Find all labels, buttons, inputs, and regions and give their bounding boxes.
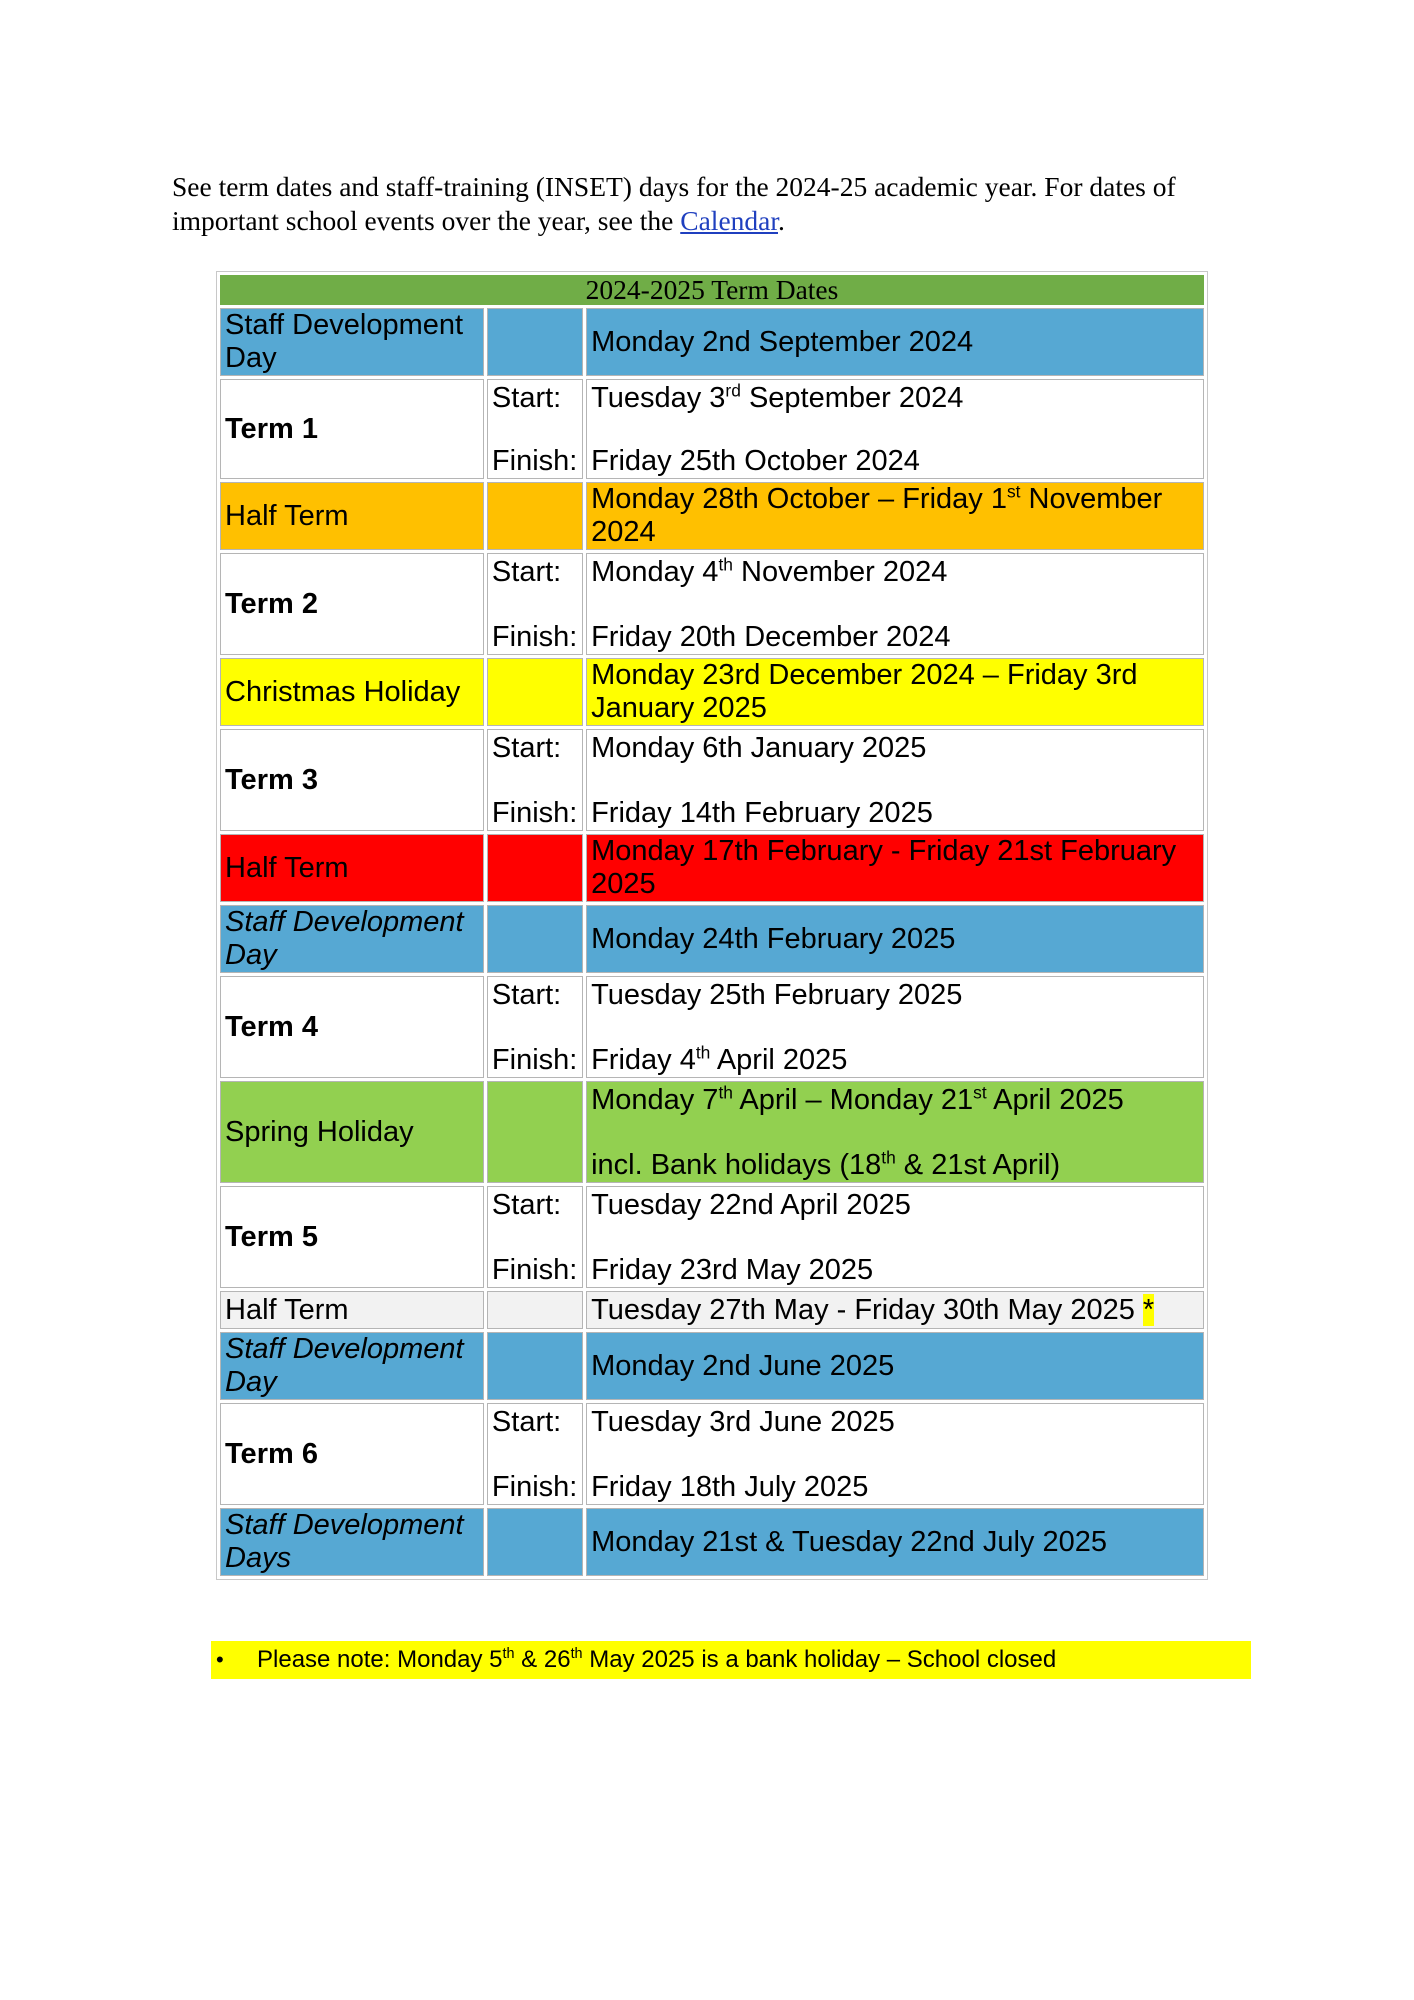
table-row — [220, 834, 1204, 902]
finish-label: Finish: — [491, 797, 578, 829]
calendar-link[interactable]: Calendar — [680, 205, 778, 236]
finish-date: Friday 4th April 2025 — [591, 1042, 848, 1076]
row-dates — [586, 379, 1204, 479]
row-date: Monday 23rd December 2024 – Friday 3rd January 2025 — [586, 658, 1204, 726]
start-finish-labels — [487, 379, 583, 479]
finish-date: Friday 23rd May 2025 — [591, 1254, 874, 1286]
table-row — [220, 729, 1204, 831]
empty-cell — [487, 1081, 583, 1183]
start-label: Start: — [491, 732, 562, 764]
row-date: Monday 17th February - Friday 21st February 2025 — [586, 834, 1204, 902]
bullet-icon: • — [216, 1647, 224, 1672]
start-label: Start: — [491, 1406, 562, 1438]
table-row — [220, 1332, 1204, 1400]
intro-text: See term dates and staff-training (INSET) days for the 2024-25 academic year. For dates of important school events over the year, see the — [172, 171, 1176, 236]
row-label: Christmas Holiday — [220, 658, 484, 726]
note-text: Please note: Monday 5th & 26th May 2025 is a bank holiday – School closed — [257, 1646, 1057, 1673]
table-row — [220, 1291, 1204, 1329]
empty-cell — [487, 1332, 583, 1400]
finish-label: Finish: — [491, 621, 578, 653]
row-label: Staff Development Day — [220, 905, 484, 973]
start-date: Monday 6th January 2025 — [591, 732, 927, 764]
start-finish-labels — [487, 1186, 583, 1288]
start-label: Start: — [491, 979, 562, 1011]
intro-paragraph — [172, 170, 1252, 238]
start-label: Start: — [491, 1189, 562, 1221]
row-label: Term 2 — [220, 553, 484, 655]
row-date: Tuesday 27th May - Friday 30th May 2025 * — [586, 1291, 1204, 1329]
row-date: Monday 2nd June 2025 — [586, 1332, 1204, 1400]
row-label: Term 3 — [220, 729, 484, 831]
start-finish-labels — [487, 976, 583, 1078]
row-label: Term 6 — [220, 1403, 484, 1505]
finish-date: Friday 18th July 2025 — [591, 1471, 869, 1503]
row-date: Monday 28th October – Friday 1st November 2024 — [586, 482, 1204, 550]
row-label: Term 1 — [220, 379, 484, 479]
empty-cell — [487, 482, 583, 550]
row-label: Term 5 — [220, 1186, 484, 1288]
row-date: Monday 24th February 2025 — [586, 905, 1204, 973]
finish-date: Friday 20th December 2024 — [591, 621, 951, 653]
row-label: Half Term — [220, 1291, 484, 1329]
table-row — [220, 553, 1204, 655]
row-label: Staff Development Day — [220, 1332, 484, 1400]
finish-label: Finish: — [491, 1044, 578, 1076]
table-row — [220, 1508, 1204, 1576]
spring-dates: Monday 7th April – Monday 21st April 2025 — [591, 1082, 1124, 1116]
row-date: Monday 2nd September 2024 — [586, 308, 1204, 376]
table-row — [220, 1403, 1204, 1505]
row-label: Term 4 — [220, 976, 484, 1078]
row-label: Half Term — [220, 834, 484, 902]
table-row — [220, 308, 1204, 376]
row-dates — [586, 1081, 1204, 1183]
table-row — [220, 658, 1204, 726]
intro-end: . — [778, 205, 785, 236]
finish-label: Finish: — [491, 1471, 578, 1503]
finish-date: Friday 14th February 2025 — [591, 797, 933, 829]
row-label: Staff Development Days — [220, 1508, 484, 1576]
start-finish-labels — [487, 1403, 583, 1505]
finish-label: Finish: — [491, 1254, 578, 1286]
bank-holiday-note — [211, 1641, 1251, 1679]
table-row — [220, 379, 1204, 479]
row-label: Staff Development Day — [220, 308, 484, 376]
row-dates — [586, 729, 1204, 831]
asterisk-mark: * — [1142, 1293, 1155, 1326]
table-row — [220, 905, 1204, 973]
empty-cell — [487, 308, 583, 376]
empty-cell — [487, 905, 583, 973]
table-row — [220, 1186, 1204, 1288]
table-row — [220, 976, 1204, 1078]
row-dates — [586, 976, 1204, 1078]
row-dates — [586, 553, 1204, 655]
term-dates-table — [217, 272, 1207, 1579]
finish-date: Friday 25th October 2024 — [591, 445, 920, 477]
row-date: Monday 21st & Tuesday 22nd July 2025 — [586, 1508, 1204, 1576]
start-finish-labels — [487, 553, 583, 655]
start-date: Monday 4th November 2024 — [591, 554, 948, 588]
spring-bank-holidays: incl. Bank holidays (18th & 21st April) — [591, 1147, 1061, 1181]
start-date: Tuesday 22nd April 2025 — [591, 1189, 911, 1221]
empty-cell — [487, 658, 583, 726]
table-title: 2024-2025 Term Dates — [220, 275, 1204, 305]
start-date: Tuesday 3rd June 2025 — [591, 1406, 895, 1438]
start-date: Tuesday 25th February 2025 — [591, 979, 963, 1011]
empty-cell — [487, 1508, 583, 1576]
start-date: Tuesday 3rd September 2024 — [591, 380, 964, 414]
row-label: Half Term — [220, 482, 484, 550]
start-label: Start: — [491, 556, 562, 588]
row-label: Spring Holiday — [220, 1081, 484, 1183]
row-dates — [586, 1186, 1204, 1288]
empty-cell — [487, 834, 583, 902]
table-row — [220, 482, 1204, 550]
table-row — [220, 1081, 1204, 1183]
finish-label: Finish: — [491, 445, 578, 477]
start-label: Start: — [491, 382, 562, 414]
start-finish-labels — [487, 729, 583, 831]
row-dates — [586, 1403, 1204, 1505]
empty-cell — [487, 1291, 583, 1329]
